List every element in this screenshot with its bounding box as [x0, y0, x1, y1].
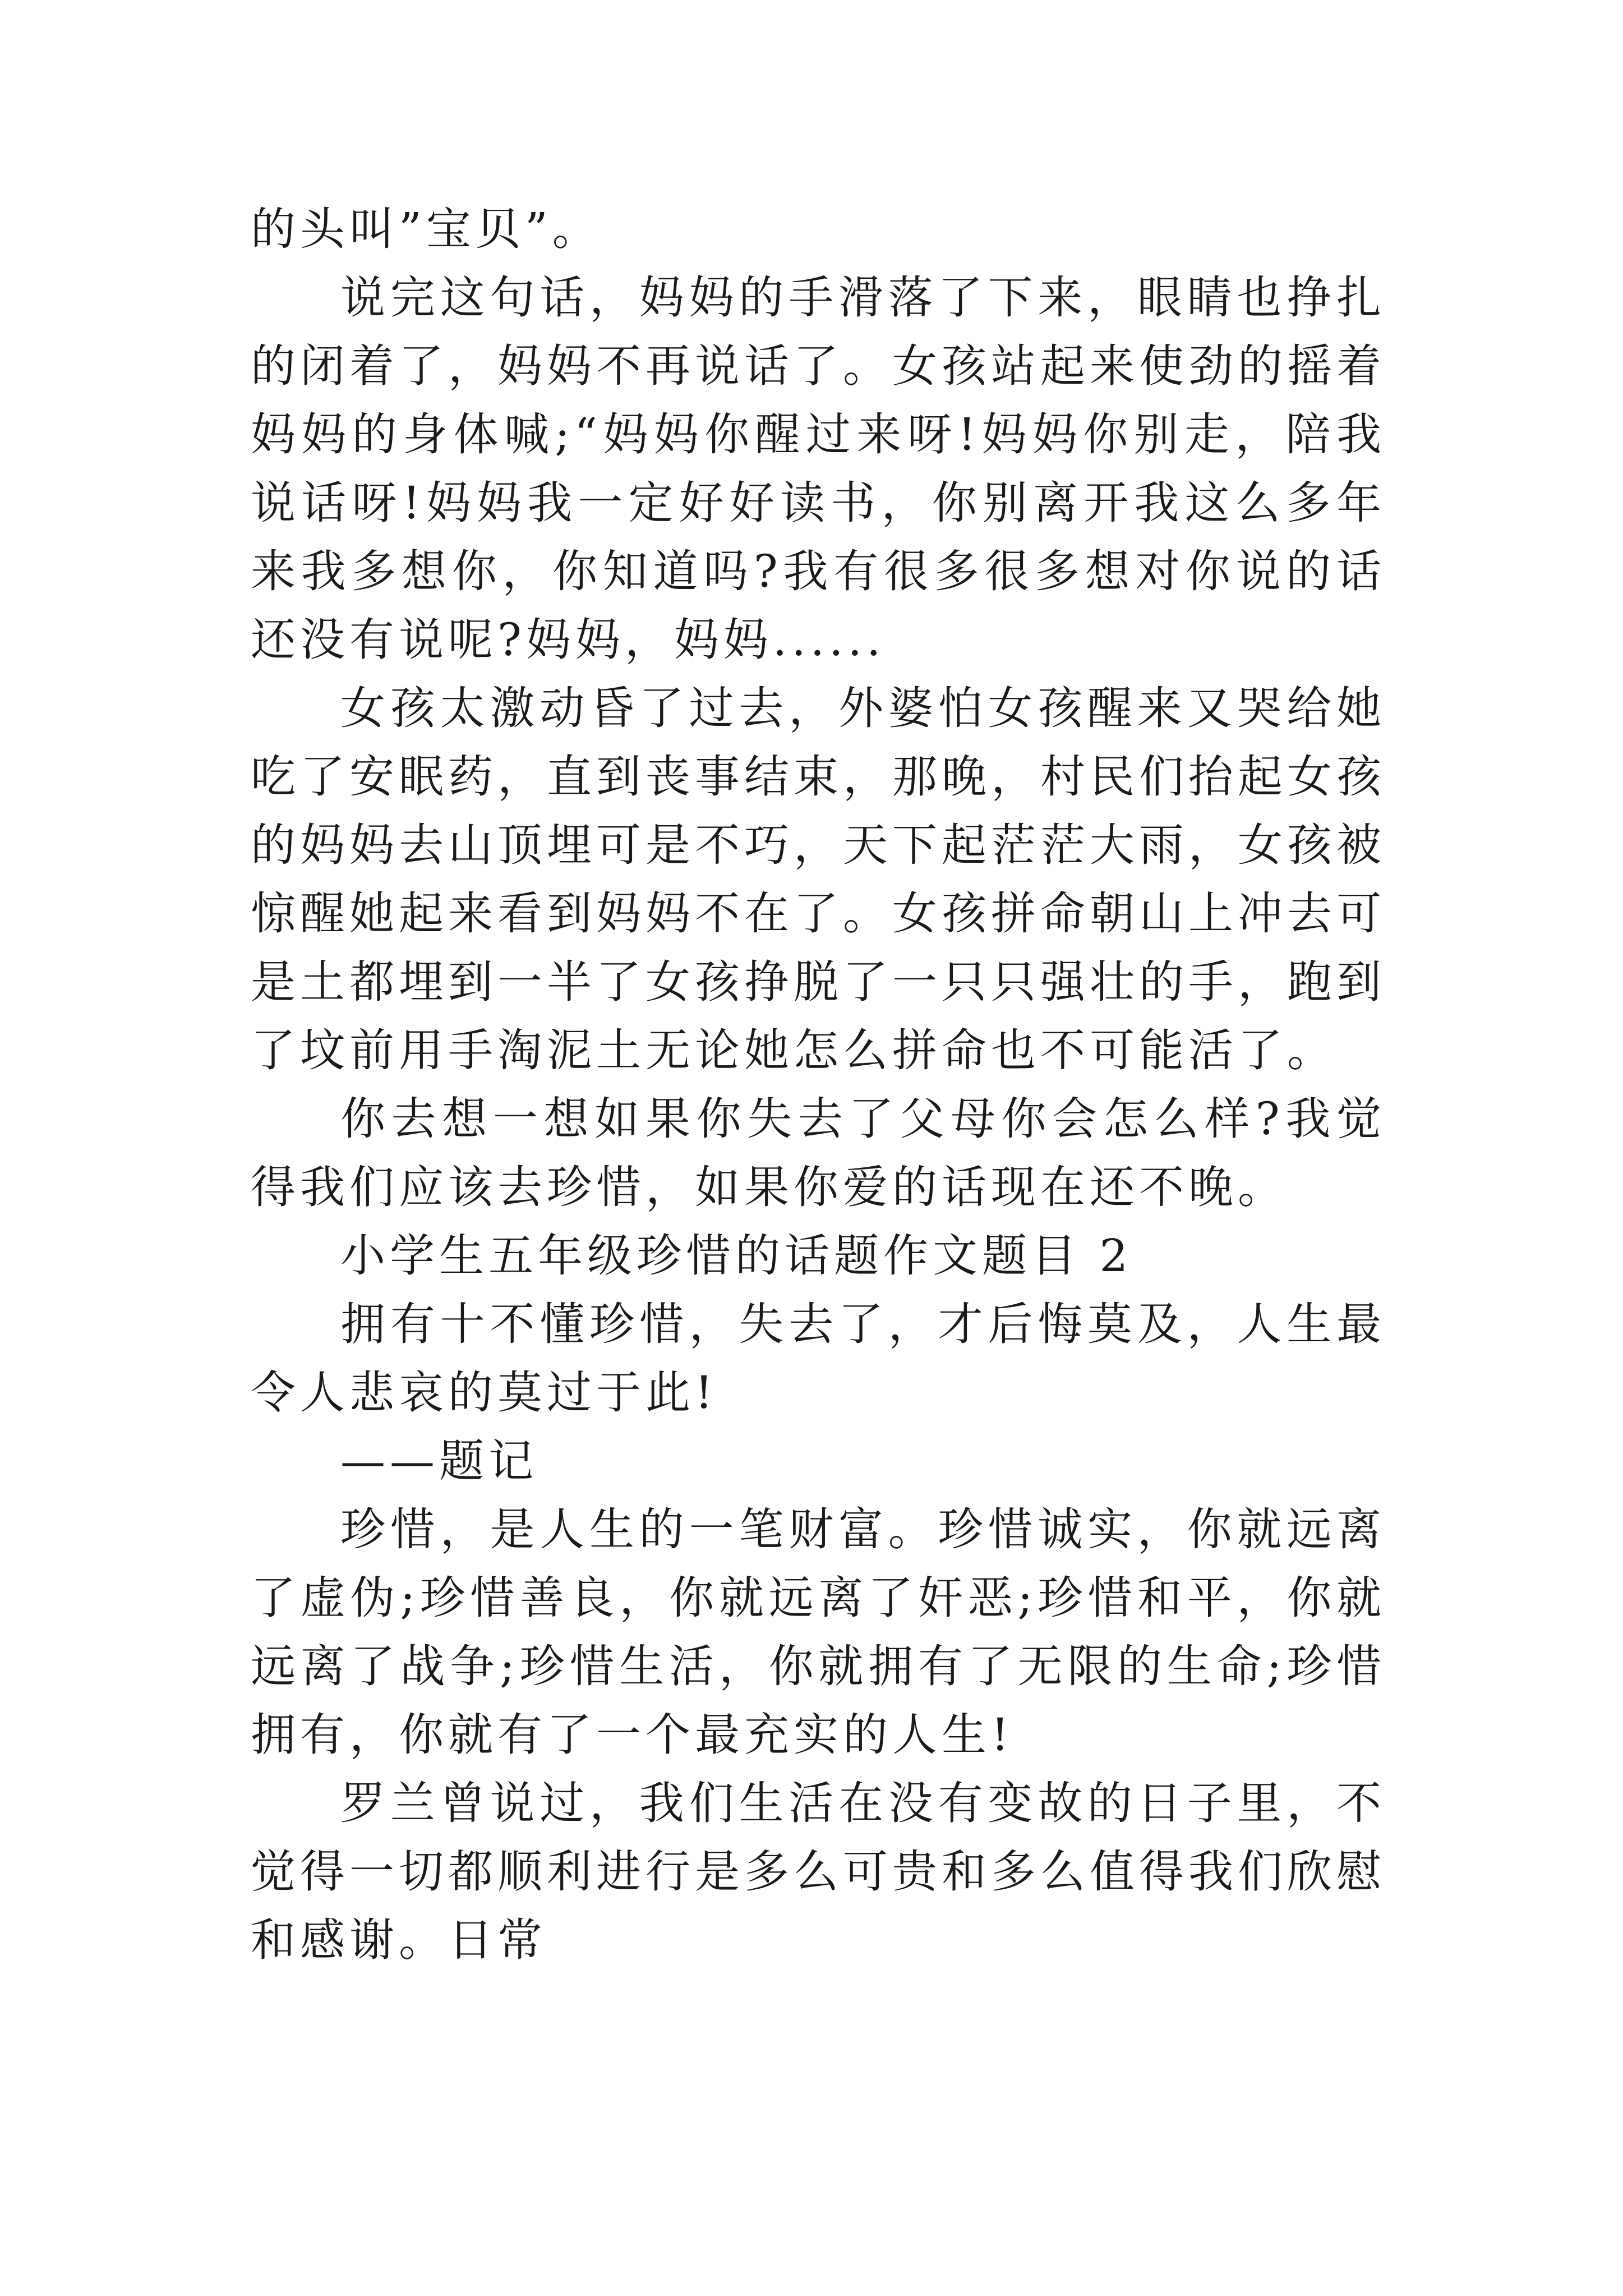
paragraph: 的头叫”宝贝”。 [251, 203, 602, 255]
document-body [251, 195, 1386, 1975]
paragraph: 珍惜，是人生的一笔财富。珍惜诚实，你就远离了虚伪;珍惜善良，你就远离了奸恶;珍惜和平，你就远离了战争;珍惜生活，你就拥有了无限的生命;珍惜拥有，你就有了一个最充实的人生! [251, 1503, 1386, 1761]
paragraph: 你去想一想如果你失去了父母你会怎么样?我觉得我们应该去珍惜，如果你爱的话现在还不晚。 [251, 1093, 1386, 1213]
section-heading: 小学生五年级珍惜的话题作文题目 2 [340, 1230, 1133, 1282]
paragraph: 罗兰曾说过，我们生活在没有变故的日子里，不觉得一切都顺利进行是多么可贵和多么值得我们欣慰和感谢。日常 [251, 1777, 1386, 1966]
paragraph: 女孩太激动昏了过去，外婆怕女孩醒来又哭给她吃了安眠药，直到丧事结束，那晚，村民们抬起女孩的妈妈去山顶埋可是不巧，天下起茫茫大雨，女孩被惊醒她起来看到妈妈不在了。女孩拼命朝山上冲去可是土都埋到一半了女孩挣脱了一只只强壮的手，跑到了坟前用手淘泥土无论她怎么拼命也不可能活了。 [251, 682, 1386, 1076]
paragraph: 拥有十不懂珍惜，失去了，才后悔莫及，人生最令人悲哀的莫过于此! [251, 1298, 1386, 1419]
paragraph: 说完这句话，妈妈的手滑落了下来，眼睛也挣扎的闭着了，妈妈不再说话了。女孩站起来使劲的摇着妈妈的身体喊;“妈妈你醒过来呀!妈妈你别走，陪我说话呀!妈妈我一定好好读书，你别离开我这么多年来我多想你，你知道吗?我有很多很多想对你说的话还没有说呢?妈妈，妈妈...... [251, 272, 1386, 666]
epigraph-attribution: ——题记 [340, 1435, 538, 1487]
